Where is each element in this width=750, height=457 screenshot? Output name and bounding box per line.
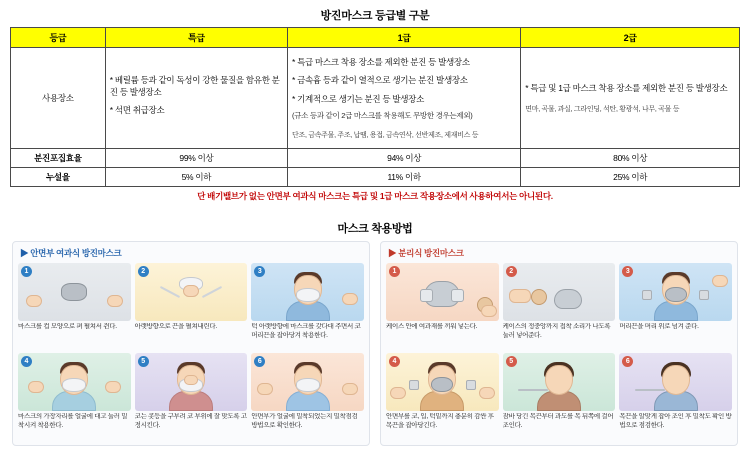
step-grid-detachable [386, 263, 732, 439]
panel-facepiece-filtering [12, 241, 370, 446]
row-label-usage: 사용장소 [11, 48, 106, 149]
step-item [18, 263, 131, 349]
step-number-badge: 2 [506, 266, 517, 277]
step-thumbnail [18, 353, 131, 411]
step-thumbnail [251, 353, 364, 411]
step-caption: 케이스의 정중앙까지 접착 소리가 나도록 눌러 넣어준다. [502, 323, 611, 339]
step-item [135, 353, 248, 439]
illustration-press-filter-into-case [503, 263, 616, 321]
efficiency-grade1: 94% 이상 [288, 149, 521, 168]
step-number-badge: 1 [21, 266, 32, 277]
usage-special-line-1: * 베릴륨 등과 같이 독성이 강한 물질을 함유한 분진 등 발생장소 [109, 74, 280, 97]
usage-grade1-line-1: * 특급 마스크 착용 장소를 제외한 분진 등 발생장소 [292, 56, 470, 67]
illustration-shaping-nose-clip [135, 353, 248, 411]
step-thumbnail [251, 263, 364, 321]
panel-heading-detachable: ▶ 분리식 방진마스크 [388, 248, 464, 258]
illustration-cover-nose-mouth-chin [386, 353, 499, 411]
step-number-badge: 6 [622, 356, 633, 367]
table-row-efficiency [11, 149, 740, 168]
illustration-fit-check [251, 353, 364, 411]
step-number-badge: 1 [389, 266, 400, 277]
table-row-usage [11, 48, 740, 149]
step-caption: 코는 콧등을 구부려 코 부위에 잘 맞도록 고정시킨다. [134, 413, 247, 429]
step-item [18, 353, 131, 439]
step-number-badge: 5 [506, 356, 517, 367]
wearing-method-panels [0, 241, 750, 446]
step-item [386, 263, 499, 349]
step-number-badge: 4 [389, 356, 400, 367]
step-item [135, 263, 248, 349]
illustration-strap-over-head [619, 263, 732, 321]
leakage-special: 5% 이하 [105, 168, 287, 187]
usage-special-line-2: * 석면 취급장소 [109, 105, 165, 116]
step-thumbnail [18, 263, 131, 321]
step-number-badge: 4 [21, 356, 32, 367]
caution-note: 단 배기밸브가 없는 안면부 여과식 마스크는 특급 및 1급 마스크 작용장소에서 사용하여서는 아니된다. [197, 191, 553, 201]
leakage-grade2: 25% 이하 [521, 168, 740, 187]
step-number-badge: 6 [254, 356, 265, 367]
table-row-leakage [11, 168, 740, 187]
grade-table [10, 27, 740, 187]
step-caption: 마스크의 가장자리를 얼굴에 대고 눌러 밀착시켜 착용한다. [18, 413, 128, 429]
grade-table-container [10, 27, 740, 187]
step-thumbnail [503, 263, 616, 321]
illustration-pulling-straps [135, 263, 248, 321]
step-caption: 목끈을 알맞게 잡아 조인 후 밀착도 확인 방법으로 점검한다. [619, 413, 732, 429]
step-caption: 턱 아랫방향에 마스크를 갖다대 주면서 코 머리끈을 잡아당겨 착용한다. [251, 323, 361, 339]
step-caption: 안면부가 얼굴에 밀착되었는지 밀착점검 방법으로 확인한다. [251, 413, 358, 429]
usage-grade1-note: (규소 등과 같이 2급 마스크를 착용해도 무방한 경우는제외) [292, 110, 473, 120]
step-item [619, 353, 732, 439]
step-number-badge: 3 [254, 266, 265, 277]
step-caption: 마스크를 컵 모양으로 펴 펼쳐서 쥔다. [18, 323, 117, 330]
header-grade1: 1급 [288, 28, 521, 48]
usage-grade2-line-1: * 특급 및 1급 마스크 착용 장소를 제외한 분진 등 발생장소 [525, 83, 728, 94]
step-item [251, 263, 364, 349]
illustration-final-fit-check [619, 353, 732, 411]
step-item [619, 263, 732, 349]
step-thumbnail [386, 353, 499, 411]
usage-grade1-line-3: * 기계적으로 생기는 분진 등 발생장소 [292, 93, 424, 104]
cell-usage-grade2 [521, 48, 740, 149]
step-item [503, 263, 616, 349]
step-grid-facepiece [18, 263, 364, 439]
step-number-badge: 5 [138, 356, 149, 367]
cell-usage-special [105, 48, 287, 149]
panel-detachable [380, 241, 738, 446]
usage-grade2-examples: 면마, 곡물, 과실, 그라인딩, 석탄, 황광석, 나무, 곡물 등 [525, 105, 680, 113]
step-number-badge: 3 [622, 266, 633, 277]
illustration-putting-on-mask [251, 263, 364, 321]
illustration-fasten-neck-strap [503, 353, 616, 411]
step-item [251, 353, 364, 439]
step-thumbnail [135, 263, 248, 321]
step-caption: 케이스 안에 여과재를 끼워 넣는다. [386, 323, 478, 330]
page-title: 방진마스크 등급별 구분 [320, 10, 430, 22]
table-header-row [11, 28, 740, 48]
step-item [503, 353, 616, 439]
header-special: 특급 [105, 28, 287, 48]
step-thumbnail [135, 353, 248, 411]
leakage-grade1: 11% 이하 [288, 168, 521, 187]
illustration-hand-holding-mask [18, 263, 131, 321]
step-item [386, 353, 499, 439]
efficiency-grade2: 80% 이상 [521, 149, 740, 168]
step-thumbnail [386, 263, 499, 321]
step-caption: 안면부를 코, 입, 턱밑까지 충분히 감싼 후 목끈을 잡아당긴다. [386, 413, 494, 429]
usage-grade1-examples: 단조, 금속주물, 주조, 납땜, 용접, 금속연삭, 선반제조, 제재비스 등 [292, 131, 479, 139]
cell-usage-grade1 [288, 48, 521, 149]
step-caption: 머리끈을 머리 위로 넘겨 준다. [619, 323, 699, 330]
illustration-insert-filter [386, 263, 499, 321]
step-thumbnail [503, 353, 616, 411]
row-label-leakage: 누설율 [11, 168, 106, 187]
wearing-method-title: 마스크 착용방법 [337, 223, 413, 235]
step-number-badge: 2 [138, 266, 149, 277]
step-thumbnail [619, 353, 732, 411]
panel-heading-facepiece: ▶ 안면부 여과식 방진마스크 [20, 248, 122, 258]
step-thumbnail [619, 263, 732, 321]
step-caption: 잠바 당긴 목끈부터 과도를 목 뒤쪽에 걸어 조인다. [502, 413, 614, 429]
header-grade2: 2급 [521, 28, 740, 48]
row-label-efficiency: 분진포집효율 [11, 149, 106, 168]
illustration-pressing-edges [18, 353, 131, 411]
step-caption: 아랫방향으로 끈을 펼쳐내린다. [134, 323, 217, 330]
usage-grade1-line-2: * 금속흄 등과 같이 열적으로 생기는 분진 발생장소 [292, 75, 468, 86]
efficiency-special: 99% 이상 [105, 149, 287, 168]
header-grade: 등급 [11, 28, 106, 48]
